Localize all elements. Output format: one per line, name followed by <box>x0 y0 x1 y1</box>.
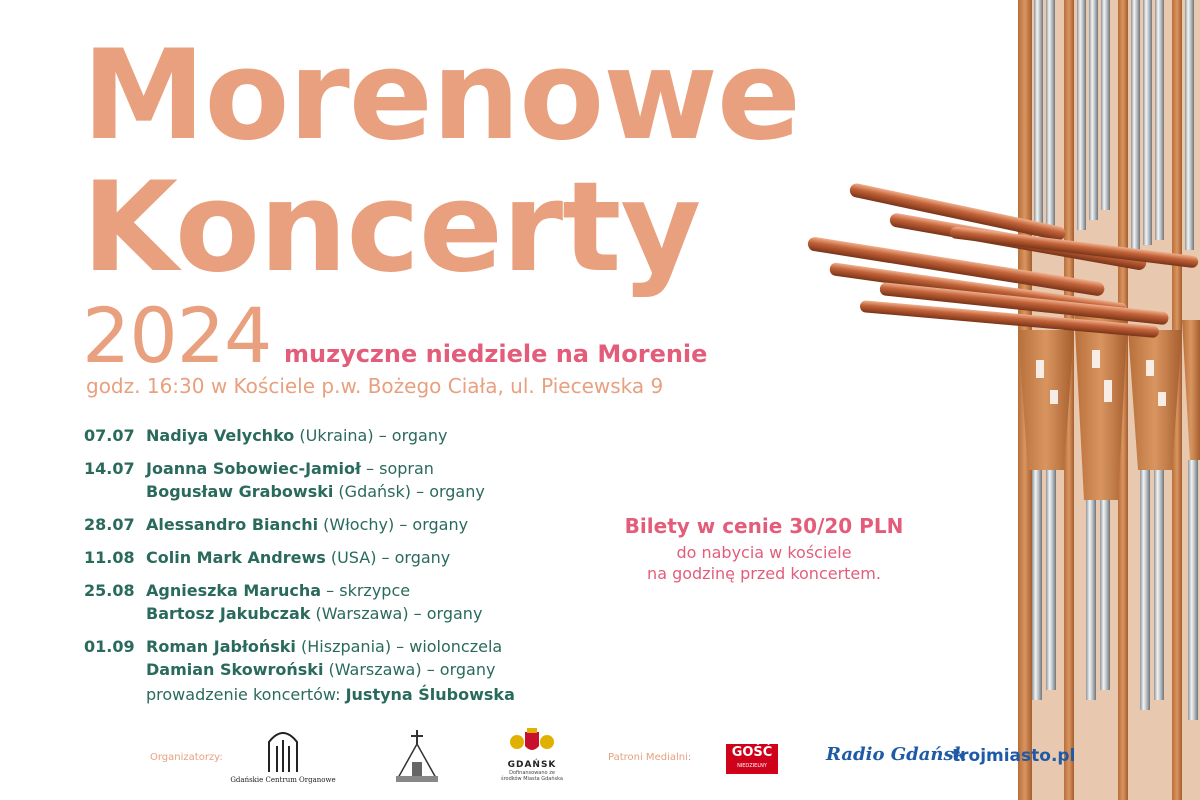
gosc-logo-text: GOŚĆ <box>731 745 773 760</box>
venue-info: godz. 16:30 w Kościele p.w. Bożego Ciała, ul. Piecewska 9 <box>86 374 664 398</box>
organ-pipes-illustration <box>800 0 1200 800</box>
schedule-entry <box>84 513 604 536</box>
schedule-entry <box>84 424 604 447</box>
performer-detail: (Ukraina) – organy <box>294 426 448 445</box>
church-icon <box>392 728 442 784</box>
host-name: Justyna Ślubowska <box>345 685 515 704</box>
performer-name: Nadiya Velychko <box>146 426 295 445</box>
performer-name: Agnieszka Marucha <box>146 581 322 600</box>
host-line <box>146 685 515 704</box>
radio-gdansk-logo: Radio Gdańsk <box>826 744 967 765</box>
event-date: 25.08 <box>84 581 135 600</box>
gdansk-coat-of-arms-icon <box>507 728 557 756</box>
ticket-line-2: na godzinę przed koncertem. <box>647 564 881 583</box>
performer-detail: (Warszawa) – organy <box>323 660 496 679</box>
ticket-price: Bilety w cenie 30/20 PLN <box>624 514 904 538</box>
gco-logo <box>228 728 338 788</box>
event-date: 07.07 <box>84 426 135 445</box>
performer-name: Colin Mark Andrews <box>146 548 326 567</box>
church-logo <box>392 728 442 784</box>
schedule-entry <box>84 457 604 503</box>
poster-title <box>82 24 800 300</box>
schedule-entry <box>84 546 604 569</box>
title-line-1: Morenowe <box>82 24 800 168</box>
gco-logo-text: Gdańskie Centrum Organowe <box>230 776 336 784</box>
organ-logo-icon <box>263 728 303 774</box>
performer-name: Bogusław Grabowski <box>146 482 334 501</box>
media-patrons-label: Patroni Medialni: <box>608 752 692 763</box>
gdansk-funding-note: Dofinansowano ze środków Miasta Gdańska <box>501 770 563 782</box>
organizers-label: Organizatorzy: <box>150 752 223 763</box>
performer-name: Joanna Sobowiec-Jamioł <box>146 459 361 478</box>
gdansk-logo <box>500 728 564 792</box>
performer-detail: (USA) – organy <box>325 548 451 567</box>
event-date: 11.08 <box>84 548 135 567</box>
performer-detail: (Gdańsk) – organy <box>333 482 485 501</box>
poster-subtitle: muzyczne niedziele na Morenie <box>284 340 708 368</box>
concert-schedule <box>84 424 604 691</box>
performer-name: Damian Skowroński <box>146 660 324 679</box>
ticket-line-1: do nabycia w kościele <box>676 543 852 562</box>
event-date: 14.07 <box>84 459 135 478</box>
performer-detail: – sopran <box>360 459 434 478</box>
performer-name: Roman Jabłoński <box>146 637 296 656</box>
gosc-logo-sub: NIEDZIELNY <box>737 763 767 769</box>
performer-detail: – skrzypce <box>321 581 411 600</box>
gosc-niedzielny-logo <box>726 744 778 774</box>
trojmiasto-logo: trojmiasto.pl <box>952 746 1076 766</box>
poster-year: 2024 <box>82 291 272 380</box>
event-date: 01.09 <box>84 637 135 656</box>
gdansk-logo-text: GDAŃSK <box>507 760 557 770</box>
schedule-entry <box>84 579 604 625</box>
performer-detail: (Warszawa) – organy <box>310 604 483 623</box>
performer-detail: (Włochy) – organy <box>318 515 469 534</box>
event-date: 28.07 <box>84 515 135 534</box>
performer-detail: (Hiszpania) – wiolonczela <box>295 637 503 656</box>
performer-name: Alessandro Bianchi <box>146 515 319 534</box>
performer-name: Bartosz Jakubczak <box>146 604 311 623</box>
host-label: prowadzenie koncertów: <box>146 685 346 704</box>
title-line-2: Koncerty <box>82 156 701 300</box>
schedule-entry <box>84 635 604 681</box>
